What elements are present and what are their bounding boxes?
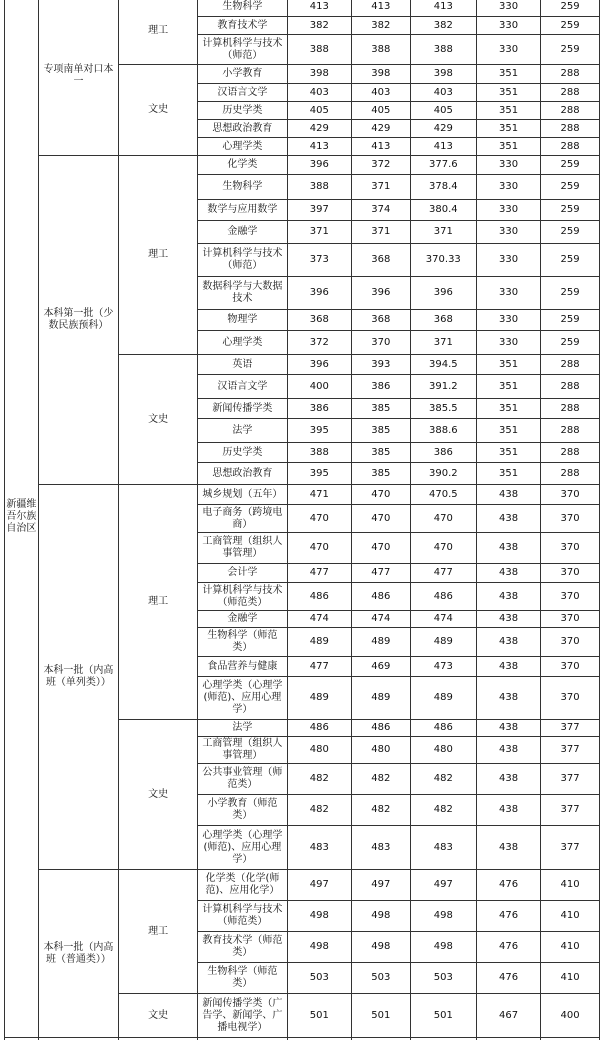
score-v2-cell: 382 bbox=[351, 17, 410, 35]
score-v1-cell: 395 bbox=[287, 463, 351, 485]
score-v3-cell: 483 bbox=[410, 826, 476, 870]
score-v3-cell: 498 bbox=[410, 901, 476, 932]
score-v1-cell: 372 bbox=[287, 331, 351, 355]
score-v2-cell: 385 bbox=[351, 419, 410, 443]
score-v1-cell: 371 bbox=[287, 221, 351, 244]
score-v5-cell: 410 bbox=[541, 932, 600, 963]
track-cell: 文史 bbox=[119, 994, 198, 1038]
score-v4-cell: 438 bbox=[476, 628, 540, 657]
score-v1-cell: 486 bbox=[287, 583, 351, 611]
major-cell: 生物科学 bbox=[198, 0, 288, 17]
major-cell: 生物科学（师范类） bbox=[198, 963, 288, 994]
score-table bbox=[4, 0, 600, 1040]
score-v1-cell: 368 bbox=[287, 310, 351, 331]
score-v3-cell: 480 bbox=[410, 737, 476, 764]
score-v2-cell: 503 bbox=[351, 963, 410, 994]
score-v1-cell: 503 bbox=[287, 963, 351, 994]
major-cell: 法学 bbox=[198, 419, 288, 443]
score-v2-cell: 385 bbox=[351, 463, 410, 485]
score-v3-cell: 489 bbox=[410, 628, 476, 657]
batch-cell: 本科一批（内高班（单列类）） bbox=[38, 485, 118, 870]
score-v5-cell: 259 bbox=[541, 221, 600, 244]
score-v3-cell: 413 bbox=[410, 0, 476, 17]
score-v3-cell: 394.5 bbox=[410, 355, 476, 375]
score-v2-cell: 497 bbox=[351, 870, 410, 901]
score-v5-cell: 410 bbox=[541, 870, 600, 901]
score-v2-cell: 398 bbox=[351, 65, 410, 84]
score-v4-cell: 438 bbox=[476, 720, 540, 737]
score-v3-cell: 403 bbox=[410, 84, 476, 102]
score-v4-cell: 330 bbox=[476, 277, 540, 310]
score-v4-cell: 438 bbox=[476, 677, 540, 720]
score-v4-cell: 330 bbox=[476, 156, 540, 175]
score-v2-cell: 483 bbox=[351, 826, 410, 870]
score-v1-cell: 388 bbox=[287, 175, 351, 200]
score-v1-cell: 398 bbox=[287, 65, 351, 84]
score-v5-cell: 288 bbox=[541, 355, 600, 375]
score-v4-cell: 351 bbox=[476, 419, 540, 443]
score-v1-cell: 483 bbox=[287, 826, 351, 870]
major-cell: 生物科学 bbox=[198, 175, 288, 200]
score-v1-cell: 498 bbox=[287, 901, 351, 932]
score-v4-cell: 351 bbox=[476, 355, 540, 375]
score-v2-cell: 482 bbox=[351, 795, 410, 826]
score-v4-cell: 351 bbox=[476, 399, 540, 419]
score-v2-cell: 498 bbox=[351, 901, 410, 932]
major-cell: 心理学类 bbox=[198, 331, 288, 355]
major-cell: 计算机科学与技术（师范） bbox=[198, 244, 288, 277]
major-cell: 历史学类 bbox=[198, 443, 288, 463]
score-v2-cell: 470 bbox=[351, 505, 410, 533]
score-v1-cell: 489 bbox=[287, 628, 351, 657]
track-cell: 文史 bbox=[119, 355, 198, 485]
table-row bbox=[5, 485, 600, 505]
score-v3-cell: 470 bbox=[410, 505, 476, 533]
score-v5-cell: 259 bbox=[541, 331, 600, 355]
score-v4-cell: 351 bbox=[476, 65, 540, 84]
major-cell: 物理学 bbox=[198, 310, 288, 331]
score-v5-cell: 288 bbox=[541, 102, 600, 120]
score-v1-cell: 396 bbox=[287, 156, 351, 175]
score-v5-cell: 288 bbox=[541, 375, 600, 399]
score-v1-cell: 396 bbox=[287, 355, 351, 375]
score-v5-cell: 370 bbox=[541, 657, 600, 677]
score-v5-cell: 377 bbox=[541, 795, 600, 826]
score-v3-cell: 470 bbox=[410, 533, 476, 564]
score-v5-cell: 400 bbox=[541, 994, 600, 1038]
score-v1-cell: 482 bbox=[287, 764, 351, 795]
score-v1-cell: 397 bbox=[287, 200, 351, 221]
score-v2-cell: 413 bbox=[351, 0, 410, 17]
score-v4-cell: 438 bbox=[476, 737, 540, 764]
major-cell: 思想政治教育 bbox=[198, 120, 288, 138]
score-v1-cell: 470 bbox=[287, 533, 351, 564]
score-v2-cell: 393 bbox=[351, 355, 410, 375]
score-v2-cell: 368 bbox=[351, 310, 410, 331]
score-v3-cell: 501 bbox=[410, 994, 476, 1038]
score-v2-cell: 482 bbox=[351, 764, 410, 795]
score-v5-cell: 259 bbox=[541, 310, 600, 331]
major-cell: 教育技术学（师范类） bbox=[198, 932, 288, 963]
score-v2-cell: 489 bbox=[351, 677, 410, 720]
score-v5-cell: 259 bbox=[541, 244, 600, 277]
score-v4-cell: 467 bbox=[476, 994, 540, 1038]
major-cell: 公共事业管理（师范类） bbox=[198, 764, 288, 795]
score-v3-cell: 396 bbox=[410, 277, 476, 310]
score-v1-cell: 497 bbox=[287, 870, 351, 901]
major-cell: 计算机科学与技术（师范类） bbox=[198, 583, 288, 611]
score-v5-cell: 288 bbox=[541, 419, 600, 443]
major-cell: 金融学 bbox=[198, 611, 288, 628]
score-v4-cell: 438 bbox=[476, 795, 540, 826]
score-v2-cell: 498 bbox=[351, 932, 410, 963]
batch-cell: 专项南单对口本一 bbox=[38, 0, 118, 156]
score-v5-cell: 370 bbox=[541, 564, 600, 583]
track-cell: 文史 bbox=[119, 720, 198, 870]
score-v1-cell: 373 bbox=[287, 244, 351, 277]
score-v2-cell: 370 bbox=[351, 331, 410, 355]
major-cell: 汉语言文学 bbox=[198, 84, 288, 102]
score-v2-cell: 388 bbox=[351, 35, 410, 65]
score-v4-cell: 476 bbox=[476, 932, 540, 963]
score-v3-cell: 377.6 bbox=[410, 156, 476, 175]
major-cell: 工商管理（组织人事管理） bbox=[198, 533, 288, 564]
score-v2-cell: 474 bbox=[351, 611, 410, 628]
score-v3-cell: 386 bbox=[410, 443, 476, 463]
score-v4-cell: 438 bbox=[476, 583, 540, 611]
score-v1-cell: 501 bbox=[287, 994, 351, 1038]
score-v1-cell: 498 bbox=[287, 932, 351, 963]
score-v3-cell: 477 bbox=[410, 564, 476, 583]
score-v4-cell: 330 bbox=[476, 221, 540, 244]
score-v4-cell: 330 bbox=[476, 244, 540, 277]
major-cell: 汉语言文学 bbox=[198, 375, 288, 399]
score-v5-cell: 288 bbox=[541, 120, 600, 138]
score-v2-cell: 480 bbox=[351, 737, 410, 764]
score-v4-cell: 438 bbox=[476, 826, 540, 870]
score-v2-cell: 429 bbox=[351, 120, 410, 138]
score-v2-cell: 501 bbox=[351, 994, 410, 1038]
score-v1-cell: 429 bbox=[287, 120, 351, 138]
score-v3-cell: 497 bbox=[410, 870, 476, 901]
score-v1-cell: 477 bbox=[287, 564, 351, 583]
score-v3-cell: 486 bbox=[410, 583, 476, 611]
score-v3-cell: 482 bbox=[410, 764, 476, 795]
score-v1-cell: 400 bbox=[287, 375, 351, 399]
score-v1-cell: 395 bbox=[287, 419, 351, 443]
score-v5-cell: 259 bbox=[541, 17, 600, 35]
score-v3-cell: 413 bbox=[410, 138, 476, 156]
score-v4-cell: 438 bbox=[476, 505, 540, 533]
score-v2-cell: 405 bbox=[351, 102, 410, 120]
score-v3-cell: 489 bbox=[410, 677, 476, 720]
score-v1-cell: 471 bbox=[287, 485, 351, 505]
score-v3-cell: 380.4 bbox=[410, 200, 476, 221]
score-v2-cell: 396 bbox=[351, 277, 410, 310]
batch-cell: 本科第一批（少数民族预科） bbox=[38, 156, 118, 485]
score-v3-cell: 371 bbox=[410, 331, 476, 355]
score-v4-cell: 330 bbox=[476, 17, 540, 35]
score-v4-cell: 330 bbox=[476, 310, 540, 331]
score-v5-cell: 377 bbox=[541, 737, 600, 764]
score-v4-cell: 330 bbox=[476, 331, 540, 355]
score-v2-cell: 489 bbox=[351, 628, 410, 657]
score-v5-cell: 377 bbox=[541, 826, 600, 870]
track-cell: 理工 bbox=[119, 870, 198, 994]
score-v4-cell: 438 bbox=[476, 564, 540, 583]
score-v5-cell: 288 bbox=[541, 443, 600, 463]
region-cell: 新疆维吾尔族自治区 bbox=[5, 0, 39, 1038]
score-v5-cell: 370 bbox=[541, 533, 600, 564]
score-v1-cell: 396 bbox=[287, 277, 351, 310]
score-v5-cell: 410 bbox=[541, 963, 600, 994]
score-v2-cell: 486 bbox=[351, 583, 410, 611]
score-v5-cell: 370 bbox=[541, 677, 600, 720]
score-v2-cell: 486 bbox=[351, 720, 410, 737]
score-v2-cell: 371 bbox=[351, 221, 410, 244]
score-v3-cell: 429 bbox=[410, 120, 476, 138]
score-v3-cell: 388 bbox=[410, 35, 476, 65]
score-v4-cell: 438 bbox=[476, 657, 540, 677]
score-v1-cell: 386 bbox=[287, 399, 351, 419]
major-cell: 数据科学与大数据技术 bbox=[198, 277, 288, 310]
score-v4-cell: 351 bbox=[476, 375, 540, 399]
score-v5-cell: 259 bbox=[541, 200, 600, 221]
table-row bbox=[5, 156, 600, 175]
score-v2-cell: 368 bbox=[351, 244, 410, 277]
score-v3-cell: 385.5 bbox=[410, 399, 476, 419]
track-cell: 理工 bbox=[119, 485, 198, 720]
score-v5-cell: 288 bbox=[541, 463, 600, 485]
score-v1-cell: 474 bbox=[287, 611, 351, 628]
score-v5-cell: 377 bbox=[541, 764, 600, 795]
score-v2-cell: 374 bbox=[351, 200, 410, 221]
score-v1-cell: 470 bbox=[287, 505, 351, 533]
major-cell: 化学类（化学(师范)、应用化学） bbox=[198, 870, 288, 901]
score-v1-cell: 480 bbox=[287, 737, 351, 764]
major-cell: 教育技术学 bbox=[198, 17, 288, 35]
score-v1-cell: 489 bbox=[287, 677, 351, 720]
score-v5-cell: 370 bbox=[541, 628, 600, 657]
major-cell: 城乡规划（五年） bbox=[198, 485, 288, 505]
batch-cell: 本科一批（内高班（普通类）） bbox=[38, 870, 118, 1038]
score-v5-cell: 259 bbox=[541, 0, 600, 17]
major-cell: 思想政治教育 bbox=[198, 463, 288, 485]
score-v3-cell: 482 bbox=[410, 795, 476, 826]
major-cell: 心理学类 bbox=[198, 138, 288, 156]
major-cell: 数学与应用数学 bbox=[198, 200, 288, 221]
score-v5-cell: 410 bbox=[541, 901, 600, 932]
table-row bbox=[5, 0, 600, 17]
score-v4-cell: 351 bbox=[476, 102, 540, 120]
score-v1-cell: 388 bbox=[287, 35, 351, 65]
score-v3-cell: 370.33 bbox=[410, 244, 476, 277]
score-v4-cell: 476 bbox=[476, 870, 540, 901]
score-v5-cell: 259 bbox=[541, 277, 600, 310]
score-v5-cell: 288 bbox=[541, 399, 600, 419]
score-v4-cell: 330 bbox=[476, 175, 540, 200]
score-v4-cell: 351 bbox=[476, 443, 540, 463]
score-v4-cell: 351 bbox=[476, 120, 540, 138]
score-v3-cell: 474 bbox=[410, 611, 476, 628]
score-v2-cell: 371 bbox=[351, 175, 410, 200]
major-cell: 小学教育（师范类） bbox=[198, 795, 288, 826]
score-v4-cell: 330 bbox=[476, 35, 540, 65]
score-v4-cell: 330 bbox=[476, 200, 540, 221]
score-v2-cell: 386 bbox=[351, 375, 410, 399]
score-v3-cell: 378.4 bbox=[410, 175, 476, 200]
score-v1-cell: 482 bbox=[287, 795, 351, 826]
score-v4-cell: 438 bbox=[476, 485, 540, 505]
score-v1-cell: 477 bbox=[287, 657, 351, 677]
score-v2-cell: 477 bbox=[351, 564, 410, 583]
score-v5-cell: 370 bbox=[541, 485, 600, 505]
major-cell: 工商管理（组织人事管理） bbox=[198, 737, 288, 764]
major-cell: 食品营养与健康 bbox=[198, 657, 288, 677]
score-v4-cell: 438 bbox=[476, 533, 540, 564]
score-v2-cell: 470 bbox=[351, 533, 410, 564]
score-v3-cell: 405 bbox=[410, 102, 476, 120]
score-v3-cell: 473 bbox=[410, 657, 476, 677]
score-v1-cell: 413 bbox=[287, 0, 351, 17]
score-v1-cell: 405 bbox=[287, 102, 351, 120]
major-cell: 心理学类（心理学(师范)、应用心理学） bbox=[198, 677, 288, 720]
major-cell: 计算机科学与技术（师范） bbox=[198, 35, 288, 65]
score-v3-cell: 371 bbox=[410, 221, 476, 244]
score-v4-cell: 330 bbox=[476, 0, 540, 17]
major-cell: 计算机科学与技术（师范类） bbox=[198, 901, 288, 932]
major-cell: 化学类 bbox=[198, 156, 288, 175]
score-v4-cell: 351 bbox=[476, 84, 540, 102]
score-v2-cell: 372 bbox=[351, 156, 410, 175]
score-v2-cell: 385 bbox=[351, 399, 410, 419]
score-v1-cell: 382 bbox=[287, 17, 351, 35]
major-cell: 生物科学（师范类） bbox=[198, 628, 288, 657]
score-v5-cell: 288 bbox=[541, 65, 600, 84]
score-v4-cell: 351 bbox=[476, 463, 540, 485]
score-v4-cell: 438 bbox=[476, 764, 540, 795]
score-v1-cell: 403 bbox=[287, 84, 351, 102]
score-v3-cell: 368 bbox=[410, 310, 476, 331]
score-v4-cell: 476 bbox=[476, 963, 540, 994]
major-cell: 新闻传播学类 bbox=[198, 399, 288, 419]
score-v5-cell: 370 bbox=[541, 611, 600, 628]
score-v2-cell: 470 bbox=[351, 485, 410, 505]
score-v4-cell: 351 bbox=[476, 138, 540, 156]
score-v2-cell: 403 bbox=[351, 84, 410, 102]
track-cell: 文史 bbox=[119, 65, 198, 156]
score-v5-cell: 259 bbox=[541, 35, 600, 65]
major-cell: 心理学类（心理学(师范)、应用心理学） bbox=[198, 826, 288, 870]
score-v3-cell: 470.5 bbox=[410, 485, 476, 505]
major-cell: 新闻传播学类（广告学、新闻学、广播电视学） bbox=[198, 994, 288, 1038]
score-v5-cell: 259 bbox=[541, 156, 600, 175]
major-cell: 法学 bbox=[198, 720, 288, 737]
score-v2-cell: 469 bbox=[351, 657, 410, 677]
major-cell: 会计学 bbox=[198, 564, 288, 583]
track-cell: 理工 bbox=[119, 0, 198, 65]
track-cell: 理工 bbox=[119, 156, 198, 355]
score-v4-cell: 476 bbox=[476, 901, 540, 932]
score-v3-cell: 398 bbox=[410, 65, 476, 84]
score-v3-cell: 503 bbox=[410, 963, 476, 994]
score-v5-cell: 377 bbox=[541, 720, 600, 737]
score-v3-cell: 382 bbox=[410, 17, 476, 35]
score-v4-cell: 438 bbox=[476, 611, 540, 628]
score-v5-cell: 370 bbox=[541, 505, 600, 533]
score-v3-cell: 391.2 bbox=[410, 375, 476, 399]
score-v1-cell: 413 bbox=[287, 138, 351, 156]
score-v2-cell: 413 bbox=[351, 138, 410, 156]
score-v2-cell: 385 bbox=[351, 443, 410, 463]
table-row bbox=[5, 870, 600, 901]
major-cell: 英语 bbox=[198, 355, 288, 375]
score-v3-cell: 390.2 bbox=[410, 463, 476, 485]
score-v3-cell: 498 bbox=[410, 932, 476, 963]
score-v5-cell: 370 bbox=[541, 583, 600, 611]
major-cell: 历史学类 bbox=[198, 102, 288, 120]
major-cell: 小学教育 bbox=[198, 65, 288, 84]
major-cell: 电子商务（跨境电商） bbox=[198, 505, 288, 533]
major-cell: 金融学 bbox=[198, 221, 288, 244]
score-v3-cell: 486 bbox=[410, 720, 476, 737]
score-v1-cell: 486 bbox=[287, 720, 351, 737]
score-v5-cell: 288 bbox=[541, 138, 600, 156]
score-v1-cell: 388 bbox=[287, 443, 351, 463]
score-v5-cell: 259 bbox=[541, 175, 600, 200]
score-v5-cell: 288 bbox=[541, 84, 600, 102]
score-v3-cell: 388.6 bbox=[410, 419, 476, 443]
